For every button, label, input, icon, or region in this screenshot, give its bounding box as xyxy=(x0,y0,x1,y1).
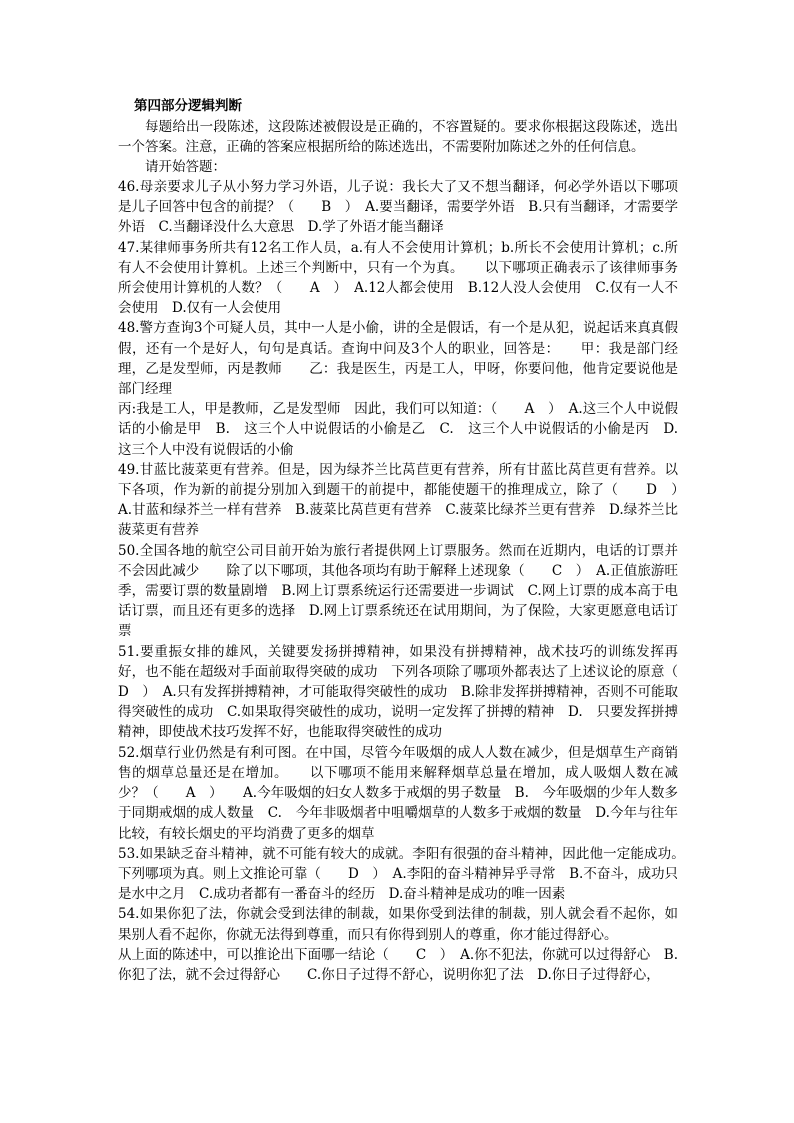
question-48: 48.警方查询3个可疑人员，其中一人是小偷，讲的全是假话，有一个是从犯，说起话来真真假假，还有一个是好人，句句是真话。查询中问及3个人的职业，回答是： 甲：我是部门经理，乙是发型师，丙是教师 乙：我是医生，丙是工人，甲呀，你要问他，他肯定要说他是部门经理 xyxy=(118,320,678,398)
question-46: 46.母亲要求儿子从小努力学习外语，儿子说：我长大了又不想当翻译，何必学外语以下哪项是儿子回答中包含的前提？（ B ） A.要当翻译，需要学外语 B.只有当翻译，才需要学外语 C.当翻译没什么大意思 D.学了外语才能当翻译 xyxy=(118,179,679,236)
question-54: 54.如果你犯了法，你就会受到法律的制裁，如果你受到法律的制裁，别人就会看不起你，如果别人看不起你，你就无法得到尊重，而只有你得到别人的尊重，你才能过得舒心。 xyxy=(118,906,678,943)
question-53: 53.如果缺乏奋斗精神，就不可能有较大的成就。李阳有很强的奋斗精神，因此他一定能成功。 下列哪项为真。则上文推论可靠（ D ） A.李阳的奋斗精神异乎寻常 B.不奋斗，成功只是水中之月 C.成功者都有一番奋斗的经历 D.奋斗精神是成功的唯一因素 xyxy=(118,845,705,903)
question-49: 49.甘蓝比菠菜更有营养。但是，因为绿芥兰比莴苣更有营养，所有甘蓝比莴苣更有营养。以下各项，作为新的前提分别加入到题干的前提中，都能使题干的推理成立，除了（ D ） A.甘蓝和绿芥兰一样有营养 B.菠菜比莴苣更有营养 C.菠菜比绿芥兰更有营养 D.绿芥兰比菠菜更有营养 xyxy=(118,461,692,539)
question-51: 51.要重振女排的雄风，关键要发扬拼搏精神，如果没有拼搏精神，战术技巧的训练发挥再好，也不能在超级对手面前取得突破的成功 下列各项除了哪项外都表达了上述议论的原意（ D ） A.只有发挥拼搏精神，才可能取得突破性的成功 B.除非发挥拼搏精神，否则不可能取得突破性的成功 C.如果取得突破性的成功，说明一定发挥了拼搏的精神 D. 只要发挥拼搏精神，即使战术技巧发挥不好，也能取得突破性的成功 xyxy=(118,643,705,741)
question-52: 52.烟草行业仍然是有利可图。在中国，尽管今年吸烟的成人人数在减少，但是烟草生产商销售的烟草总量还是在增加。 以下哪项不能用来解释烟草总量在增加，成人吸烟人数在减少？（ A ） A.今年吸烟的妇女人数多于戒烟的男子数量 B. 今年吸烟的少年人数多于同期戒烟的成人数量 C. 今年非吸烟者中咀嚼烟草的人数多于戒烟的数量 D.今年与往年比较，有较长烟史的平均消费了更多的烟草 xyxy=(118,744,678,842)
start-prompt: 请开始答题： xyxy=(145,159,226,175)
question-54-continued: 从上面的陈述中，可以推论出下面哪一结论（ C ） A.你不犯法，你就可以过得舒心 B.你犯了法，就不会过得舒心 C.你日子过得不舒心，说明你犯了法 D.你日子过得舒心， xyxy=(118,946,678,983)
question-47: 47.某律师事务所共有12名工作人员，a.有人不会使用计算机；b.所长不会使用计算机；c.所有人不会使用计算机。上述三个判断中，只有一个为真。 以下哪项正确表示了该律师事务所会使用计算机的人数？（ A ） A.12人都会使用 B.12人没人会使用 C.仅有一人不会使用 D.仅有一人会使用 xyxy=(118,239,678,317)
document-page xyxy=(118,95,705,985)
question-50: 50.全国各地的航空公司目前开始为旅行者提供网上订票服务。然而在近期内，电话的订票并不会因此减少 除了以下哪项，其他各项均有助于解释上述现象（ C ） A.正值旅游旺季，需要订票的数量剧增 B.网上订票系统运行还需要进一步调试 C.网上订票的成本高于电话订票，而且还有更多的选择 D.网上订票系统还在试用期间，为了保险，大家更愿意电话订票 xyxy=(118,542,678,640)
question-48-continued: 丙:我是工人，甲是教师，乙是发型师 因此，我们可以知道：（ A ） A.这三个人中说假话的小偷是甲 B. 这三个人中说假话的小偷是乙 C. 这三个人中说假话的小偷是丙 D. 这三个人中没有说假话的小偷 xyxy=(118,401,692,458)
section-title: 第四部分逻辑判断 xyxy=(134,98,242,114)
instructions-paragraph: 每题给出一段陈述，这段陈述被假设是正确的，不容置疑的。要求你根据这段陈述，选出一个答案。注意，正确的答案应根据所给的陈述选出，不需要附加陈述之外的任何信息。 xyxy=(118,119,678,155)
